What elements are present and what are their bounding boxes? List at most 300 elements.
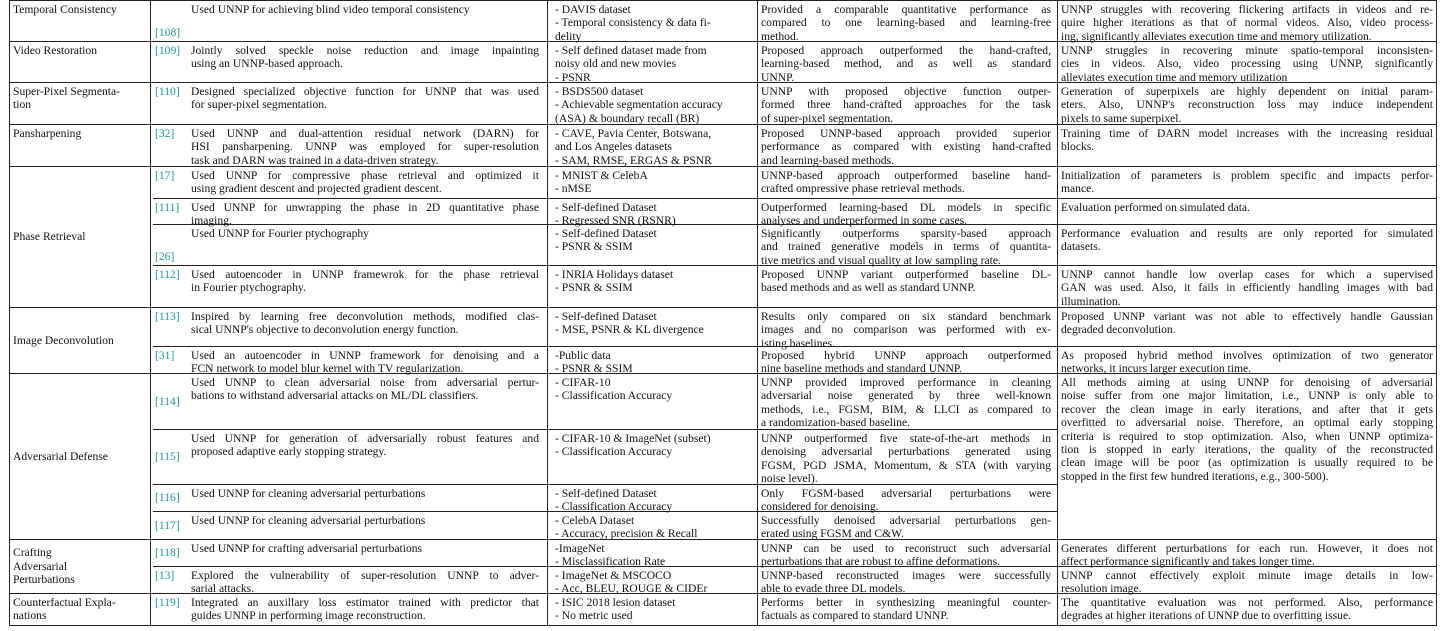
- limitation-cell: [1061, 542, 1433, 569]
- limitation-cell: [1061, 3, 1433, 43]
- table-top-rule: [9, 0, 1437, 1]
- citation-ref[interactable]: [155, 519, 180, 532]
- result-cell-line: and learning-based methods.: [761, 153, 894, 167]
- result-cell-line: performance as compared with existing hand-crafted: [761, 140, 1051, 154]
- column-rule: [9, 0, 10, 625]
- ref-number: 17: [158, 169, 171, 182]
- method-cell-line: sarial attacks.: [191, 582, 255, 596]
- bracket: [: [155, 310, 159, 323]
- result-cell: [761, 44, 1051, 84]
- result-cell-line: Proposed hybrid UNNP approach outperformed: [761, 349, 1051, 362]
- bracket: [: [155, 569, 159, 582]
- method-cell: [191, 310, 539, 337]
- ref-number: 110: [158, 85, 176, 98]
- task-cell-line: Adversarial Defense: [13, 449, 108, 463]
- limitation-cell-line: resolution image.: [1061, 582, 1142, 596]
- citation-ref[interactable]: [155, 491, 180, 504]
- citation-ref[interactable]: [155, 349, 174, 362]
- limitation-cell-line: criteria is required to stop optimization. Also, when UNNP optimiza-: [1061, 429, 1433, 443]
- bracket: ]: [175, 546, 180, 560]
- method-cell-line: Explored the vulnerability of super-resolution UNNP to adver-: [191, 569, 539, 582]
- task-cell: [13, 546, 147, 586]
- table-bottom-rule: [9, 625, 1437, 626]
- dataset-cell-line: - CelebA Dataset: [555, 514, 635, 527]
- citation-ref[interactable]: [155, 85, 180, 98]
- bracket: [: [155, 450, 159, 464]
- column-rule: [150, 0, 151, 625]
- citation-ref[interactable]: [155, 569, 174, 582]
- limitation-cell-line: degraded deconvolution.: [1061, 323, 1176, 337]
- method-cell-line: using gradient descent and projected gradient descent.: [191, 182, 442, 196]
- dataset-cell: [555, 596, 751, 623]
- limitation-cell: [1061, 169, 1433, 196]
- bracket: ]: [175, 268, 180, 281]
- ref-number: 114: [158, 394, 176, 408]
- result-cell: [761, 596, 1051, 623]
- method-cell-line: FCN network to model blur kernel with TV regularization.: [191, 362, 464, 376]
- result-cell-line: methods, i.e., FGSM, BIM, & LLCI as compared to: [761, 402, 1051, 416]
- result-cell-line: FGSM, PGD JSMA, Momentum, & STA (with varying: [761, 458, 1051, 472]
- result-cell-line: UNNP-based reconstructed images were successfully: [761, 569, 1051, 582]
- citation-ref[interactable]: [155, 395, 180, 408]
- citation-ref[interactable]: [155, 127, 174, 140]
- limitation-cell-line: The quantitative evaluation was not performed. Also, performance: [1061, 596, 1433, 609]
- limitation-cell-line: quire higher iterations as that of normal videos. Also, video process-: [1061, 16, 1433, 30]
- result-cell: [761, 268, 1051, 295]
- limitation-cell-line: overfitted to adversarial noise. Therefore, an optimal early stopping: [1061, 416, 1433, 430]
- result-cell: [761, 514, 1051, 541]
- method-cell: [191, 169, 539, 196]
- dataset-cell-line: - Achievable segmentation accuracy: [555, 98, 723, 112]
- dataset-cell: [555, 569, 751, 596]
- result-cell: [761, 3, 1051, 43]
- result-cell-line: Successfully denoised adversarial perturbations gen-: [761, 514, 1051, 527]
- dataset-cell-line: - INRIA Holidays dataset: [555, 268, 674, 281]
- dataset-cell-line: - No metric used: [555, 609, 633, 623]
- method-cell: [191, 349, 539, 376]
- result-cell: [761, 487, 1051, 514]
- dataset-cell: [555, 201, 751, 228]
- limitation-cell-line: Proposed UNNP variant was not able to effectively handle Gaussian: [1061, 310, 1433, 323]
- ref-number: 13: [158, 569, 171, 582]
- bracket: ]: [175, 596, 180, 609]
- citation-ref[interactable]: [155, 546, 180, 559]
- column-rule: [1057, 0, 1058, 625]
- dataset-cell: [555, 542, 751, 569]
- result-cell: [761, 569, 1051, 596]
- bracket: ]: [170, 349, 175, 362]
- method-cell: [191, 514, 539, 527]
- bracket: ]: [175, 201, 180, 214]
- limitation-cell-line: recover the clean image in early iterations, and after that it gets: [1061, 402, 1433, 416]
- result-cell-line: erated using FGSM and C&W.: [761, 527, 904, 541]
- result-cell: [761, 127, 1051, 167]
- result-cell-line: adversarial noise generated by three well-known: [761, 389, 1051, 403]
- result-cell: [761, 310, 1051, 350]
- bracket: ]: [170, 569, 175, 582]
- result-cell-line: a randomization-based baseline.: [761, 416, 911, 430]
- bracket: [: [155, 518, 159, 532]
- task-cell: [13, 85, 147, 112]
- ref-number: 109: [158, 44, 177, 57]
- dataset-cell: [555, 85, 751, 125]
- dataset-cell-line: and Los Angeles datasets: [555, 140, 672, 154]
- result-cell-line: considered for denoising.: [761, 500, 879, 514]
- bracket: [: [155, 85, 159, 98]
- method-cell: [191, 127, 539, 167]
- limitation-cell-line: Performance evaluation and results are only reported for simulated: [1061, 227, 1433, 240]
- limitation-cell-line: UNNP cannot effectively exploit minute image details in low-: [1061, 569, 1433, 582]
- result-cell-line: nine baseline methods and standard UNNP.: [761, 362, 962, 376]
- citation-ref[interactable]: [155, 169, 174, 182]
- dataset-cell-line: - Misclassification Rate: [555, 555, 666, 569]
- limitation-cell-line: alleviates execution time and memory utilization: [1061, 70, 1288, 84]
- dataset-cell-line: - Self-defined Dataset: [555, 487, 657, 500]
- method-cell-line: Used UNNP for achieving blind video temporal consistency: [191, 3, 470, 16]
- bracket: [: [155, 394, 159, 408]
- method-cell-line: bations to withstand adversarial attacks on ML/DL classifiers.: [191, 389, 479, 403]
- method-cell-line: Integrated an auxillary loss estimator trained with predictor that: [191, 596, 539, 609]
- result-cell-line: based methods and as well as standard UNNP.: [761, 281, 976, 295]
- limitation-cell-line: UNNP struggles with recovering flickering artifacts in videos and re-: [1061, 3, 1433, 16]
- task-cell-line: Super-Pixel Segmenta-: [13, 85, 120, 98]
- method-cell-line: Used autoencoder in UNNP framewrok for the phase retrieval: [191, 268, 539, 281]
- dataset-cell-line: - Accuracy, precision & Recall: [555, 527, 698, 541]
- citation-ref[interactable]: [155, 596, 180, 609]
- method-cell-line: HSI pansharpening. UNNP was employed for super-resolution: [191, 140, 539, 154]
- result-cell-line: Proposed approach outperformed the hand-crafted,: [761, 44, 1051, 57]
- dataset-cell: [555, 432, 751, 459]
- bracket: [: [155, 169, 159, 182]
- ref-number: 119: [158, 596, 176, 609]
- ref-number: 31: [158, 349, 171, 362]
- dataset-cell-line: - Classification Accuracy: [555, 500, 673, 514]
- ref-number: 108: [158, 25, 177, 39]
- method-cell-line: Used an autoencoder in UNNP framework for denoising and a: [191, 349, 539, 362]
- result-cell-line: UNNP outperformed five state-of-the-art methods in: [761, 432, 1051, 445]
- result-cell-line: crafted ompressive phase retrieval methods.: [761, 182, 965, 196]
- task-cell: [13, 127, 147, 140]
- result-cell: [761, 349, 1051, 376]
- citation-ref[interactable]: [155, 268, 180, 281]
- ref-number: 118: [158, 546, 176, 560]
- limitation-cell: [1061, 349, 1433, 376]
- result-cell-line: tive metrics and visual quality at low sampling rate.: [761, 253, 1001, 267]
- ref-number: 112: [158, 268, 176, 281]
- dataset-cell-line: - CIFAR-10 & ImageNet (subset): [555, 432, 711, 445]
- ref-number: 113: [158, 310, 176, 323]
- result-cell: [761, 85, 1051, 125]
- result-cell-line: analyses and underperformed in some cases.: [761, 214, 968, 228]
- method-cell: [191, 376, 539, 403]
- limitation-cell-line: cies in videos. Also, video processing using UNNP, significantly: [1061, 57, 1433, 71]
- limitation-cell-line: degrades at higher iterations of UNNP due to overfitting issue.: [1061, 609, 1351, 623]
- ref-number: 26: [158, 249, 171, 263]
- limitation-cell-line: tion is stopped in early iterations, the quality of the reconstructed: [1061, 443, 1433, 457]
- task-cell-line: Adversarial: [13, 559, 68, 573]
- bracket: [: [155, 44, 159, 57]
- task-cell-line: nations: [13, 609, 47, 623]
- method-cell-line: task and DARN was trained in a data-driven strategy.: [191, 153, 439, 167]
- result-cell: [761, 376, 1051, 430]
- bracket: ]: [175, 450, 180, 464]
- bracket: [: [155, 596, 159, 609]
- dataset-cell: [555, 514, 751, 541]
- task-cell-line: Phase Retrieval: [13, 230, 86, 244]
- result-cell-line: formed three hand-crafted approaches for the task: [761, 98, 1051, 112]
- limitation-cell-line: Generates different perturbations for each run. However, it does not: [1061, 542, 1433, 555]
- dataset-cell: [555, 227, 751, 254]
- result-cell-line: images and no comparison was performed with ex-: [761, 323, 1051, 337]
- bracket: ]: [175, 518, 180, 532]
- dataset-cell-line: - MNIST & CelebA: [555, 169, 648, 182]
- citation-ref[interactable]: [155, 250, 174, 263]
- limitation-cell: [1061, 85, 1433, 125]
- result-cell-line: Outperformed learning-based DL models in specific: [761, 201, 1051, 214]
- row-rule: [153, 198, 1437, 199]
- bracket: ]: [170, 249, 175, 263]
- limitation-cell-line: Training time of DARN model increases with the increasing residual: [1061, 127, 1433, 140]
- dataset-cell-line: - Self-defined Dataset: [555, 310, 657, 323]
- task-cell: [13, 3, 147, 16]
- task-cell-line: tion: [13, 98, 32, 112]
- limitation-cell-line: networks, it incurs larger execution time.: [1061, 362, 1252, 376]
- bracket: ]: [175, 394, 180, 408]
- method-cell-line: Used UNNP to clean adversarial noise from adversarial pertur-: [191, 376, 539, 389]
- dataset-cell: [555, 268, 751, 295]
- method-cell-line: Used UNNP for cleaning adversarial perturbations: [191, 487, 426, 500]
- result-cell-line: Significantly outperforms sparsity-based approach: [761, 227, 1051, 240]
- method-cell-line: imaging.: [191, 214, 232, 228]
- method-cell-line: for super-pixel segmentation.: [191, 98, 327, 112]
- method-cell: [191, 542, 539, 555]
- dataset-cell-line: - PSNR: [555, 70, 591, 84]
- result-cell: [761, 169, 1051, 196]
- dataset-cell-line: delity: [555, 29, 582, 43]
- method-cell-line: Designed specialized objective function for UNNP that was used: [191, 85, 539, 98]
- method-cell: [191, 596, 539, 623]
- limitation-cell: [1061, 127, 1433, 154]
- bracket: ]: [176, 25, 181, 39]
- result-cell-line: compared to one learning-based and learning-free: [761, 16, 1051, 30]
- citation-ref[interactable]: [155, 310, 180, 323]
- dataset-cell-line: - Self-defined Dataset: [555, 227, 657, 240]
- bracket: ]: [170, 169, 175, 182]
- method-cell-line: Used UNNP for compressive phase retrieval and optimized it: [191, 169, 539, 182]
- limitation-cell-line: GAN was used. Also, it fails in efficiently handling images with bad: [1061, 281, 1433, 295]
- dataset-cell-line: - nMSE: [555, 182, 592, 196]
- limitation-cell: [1061, 569, 1433, 596]
- limitation-cell: [1061, 227, 1433, 254]
- limitation-cell-line: Initialization of parameters is problem specific and impacts perfor-: [1061, 169, 1433, 182]
- method-cell: [191, 3, 539, 16]
- limitation-cell-line: eters. Also, UNNP's reconstruction loss may induce independent: [1061, 98, 1433, 112]
- limitation-cell-line: clean image will be poor (as optimization is usually required to be: [1061, 456, 1433, 470]
- ref-number: 111: [158, 201, 176, 214]
- method-cell-line: Used UNNP for Fourier ptychography: [191, 227, 369, 240]
- ref-number: 117: [158, 518, 176, 532]
- result-cell-line: UNNP-based approach outperformed baseline hand-: [761, 169, 1051, 182]
- result-cell-line: Performs better in synthesizing meaningful counter-: [761, 596, 1051, 609]
- bracket: [: [155, 349, 159, 362]
- limitation-cell-line: Generation of superpixels are highly dependent on initial param-: [1061, 85, 1433, 98]
- task-cell: [13, 450, 147, 463]
- task-cell-line: Pansharpening: [13, 127, 82, 140]
- method-cell-line: Used UNNP for unwrapping the phase in 2D quantitative phase: [191, 201, 539, 214]
- result-cell-line: Proposed UNNP variant outperformed baseline DL-: [761, 268, 1051, 281]
- result-cell: [761, 201, 1051, 228]
- limitation-cell: [1061, 201, 1433, 214]
- task-cell-line: Counterfactual Expla-: [13, 596, 116, 609]
- limitation-cell-line: UNNP struggles in recovering minute spatio-temporal inconsisten-: [1061, 44, 1433, 57]
- dataset-cell-line: - Self-defined Dataset: [555, 201, 657, 214]
- dataset-cell: [555, 3, 751, 43]
- dataset-cell-line: - BSDS500 dataset: [555, 85, 644, 98]
- task-cell-line: Perturbations: [13, 573, 75, 587]
- dataset-cell-line: - Classification Accuracy: [555, 389, 673, 403]
- limitation-cell-line: All methods aiming at using UNNP for denoising of adversarial: [1061, 376, 1433, 389]
- citation-ref[interactable]: [155, 201, 179, 214]
- bracket: ]: [175, 491, 180, 505]
- dataset-cell: [555, 169, 751, 196]
- method-cell-line: Used UNNP for cleaning adversarial perturbations: [191, 514, 426, 527]
- method-cell-line: Used UNNP for crafting adversarial perturbations: [191, 542, 423, 555]
- dataset-cell: [555, 376, 751, 403]
- task-cell-line: Temporal Consistency: [13, 3, 117, 16]
- task-cell-line: Image Deconvolution: [13, 333, 114, 347]
- bracket: ]: [175, 85, 180, 98]
- column-rule: [757, 0, 758, 625]
- dataset-cell-line: - ImageNet & MSCOCO: [555, 569, 672, 582]
- dataset-cell-line: - Regressed SNR (RSNR): [555, 214, 676, 228]
- result-cell-line: Results only compared on six standard benchmark: [761, 310, 1051, 323]
- column-rule: [1436, 0, 1437, 625]
- bracket: [: [155, 127, 159, 140]
- dataset-cell-line: - PSNR & SSIM: [555, 362, 633, 376]
- method-cell-line: guides UNNP in performing image reconstruction.: [191, 609, 426, 623]
- result-cell-line: of super-pixel segmentation.: [761, 111, 894, 125]
- method-cell-line: using an UNNP-based approach.: [191, 57, 343, 71]
- limitation-cell-line: Evaluation performed on simulated data.: [1061, 201, 1250, 214]
- method-cell-line: in Fourier ptychography.: [191, 281, 306, 295]
- dataset-cell: [555, 44, 751, 84]
- limitation-cell-line: blocks.: [1061, 140, 1095, 154]
- result-cell-line: noise level).: [761, 472, 818, 486]
- citation-ref[interactable]: [155, 450, 180, 463]
- result-cell: [761, 542, 1051, 569]
- dataset-cell-line: - Acc, BLEU, ROUGE & CIDEr: [555, 582, 708, 596]
- result-cell-line: Only FGSM-based adversarial perturbations were: [761, 487, 1051, 500]
- result-cell-line: able to evade three DL models.: [761, 582, 906, 596]
- ref-number: 32: [158, 127, 171, 140]
- result-cell-line: UNNP can be used to reconstruct such adversarial: [761, 542, 1051, 555]
- dataset-cell: [555, 487, 751, 514]
- method-cell-line: sical UNNP's objective to deconvolution energy function.: [191, 323, 459, 337]
- result-cell-line: denoising adversarial perturbations generated using: [761, 445, 1051, 459]
- citation-ref[interactable]: [155, 26, 180, 39]
- task-cell: [13, 230, 147, 243]
- result-cell-line: and trained generative models in terms of quantita-: [761, 240, 1051, 254]
- dataset-cell-line: - MSE, PSNR & KL divergence: [555, 323, 704, 337]
- dataset-cell-line: - Classification Accuracy: [555, 445, 673, 459]
- method-cell: [191, 487, 539, 500]
- task-cell: [13, 596, 147, 623]
- dataset-cell-line: - DAVIS dataset: [555, 3, 631, 16]
- dataset-cell-line: - PSNR & SSIM: [555, 281, 633, 295]
- result-cell-line: learning-based method, and as well as standard: [761, 57, 1051, 71]
- limitation-cell: [1061, 376, 1433, 483]
- dataset-cell: [555, 127, 751, 167]
- dataset-cell: [555, 349, 751, 376]
- limitation-cell-line: As proposed hybrid method involves optimization of two generator: [1061, 349, 1433, 362]
- dataset-cell-line: noisy old and new movies: [555, 57, 677, 71]
- result-cell-line: UNNP with proposed objective function outper-: [761, 85, 1051, 98]
- method-cell-line: Used UNNP and dual-attention residual network (DARN) for: [191, 127, 539, 140]
- limitation-cell-line: stopped in the first few hundred iterations, e.g., 300-500).: [1061, 469, 1329, 483]
- limitation-cell-line: ing, significantly alleviates execution time and memory utilization.: [1061, 29, 1372, 43]
- result-cell-line: Proposed UNNP-based approach provided superior: [761, 127, 1051, 140]
- limitation-cell: [1061, 596, 1433, 623]
- result-cell-line: isting baselines.: [761, 336, 836, 350]
- dataset-cell-line: - ISIC 2018 lesion dataset: [555, 596, 676, 609]
- result-cell-line: method.: [761, 29, 799, 43]
- result-cell-line: UNNP provided improved performance in cleaning: [761, 376, 1051, 389]
- dataset-cell-line: - Temporal consistency & data fi-: [555, 16, 711, 30]
- method-cell: [191, 227, 539, 240]
- limitation-cell-line: datasets.: [1061, 240, 1101, 254]
- bracket: [: [155, 201, 159, 214]
- limitation-cell: [1061, 44, 1433, 84]
- result-cell-line: UNNP.: [761, 70, 795, 84]
- method-cell: [191, 85, 539, 112]
- result-cell: [761, 432, 1051, 486]
- dataset-cell-line: (ASA) & boundary recall (BR): [555, 111, 700, 125]
- dataset-cell-line: - CIFAR-10: [555, 376, 611, 389]
- limitation-cell: [1061, 268, 1433, 308]
- result-cell: [761, 227, 1051, 267]
- dataset-cell-line: -ImageNet: [555, 542, 605, 555]
- method-cell-line: Used UNNP for generation of adversarially robust features and: [191, 432, 539, 445]
- task-cell-line: Crafting: [13, 546, 52, 560]
- limitation-cell-line: pixels to same superpixel.: [1061, 111, 1182, 125]
- limitation-cell-line: UNNP cannot handle low overlap cases for which a supervised: [1061, 268, 1433, 281]
- method-cell-line: Jointly solved speckle noise reduction and image inpainting: [191, 44, 539, 57]
- task-cell-line: Video Restoration: [13, 44, 97, 57]
- bracket: [: [155, 546, 159, 560]
- result-cell-line: Provided a comparable quantitative performance as: [761, 3, 1051, 16]
- result-cell-line: perturbations that are robust to affine deformations.: [761, 555, 1000, 569]
- method-cell-line: Inspired by learning free deconvolution methods, modified clas-: [191, 310, 539, 323]
- method-cell: [191, 569, 539, 596]
- bracket: ]: [175, 310, 180, 323]
- dataset-cell-line: -Public data: [555, 349, 611, 362]
- method-cell: [191, 44, 539, 71]
- limitation-cell: [1061, 310, 1433, 337]
- citation-ref[interactable]: [155, 44, 180, 57]
- dataset-cell-line: - SAM, RMSE, ERGAS & PSNR: [555, 153, 712, 167]
- method-cell: [191, 268, 539, 295]
- dataset-cell: [555, 310, 751, 337]
- bracket: [: [155, 249, 159, 263]
- limitation-cell-line: illumination.: [1061, 294, 1121, 308]
- ref-number: 115: [158, 450, 176, 464]
- limitation-cell-line: noise suffer from one major limitation, i.e., UNNP is only able to: [1061, 389, 1433, 403]
- method-cell: [191, 432, 539, 459]
- bracket: [: [155, 25, 159, 39]
- column-rule: [547, 0, 548, 625]
- ref-number: 116: [158, 491, 176, 505]
- dataset-cell-line: - CAVE, Pavia Center, Botswana,: [555, 127, 712, 140]
